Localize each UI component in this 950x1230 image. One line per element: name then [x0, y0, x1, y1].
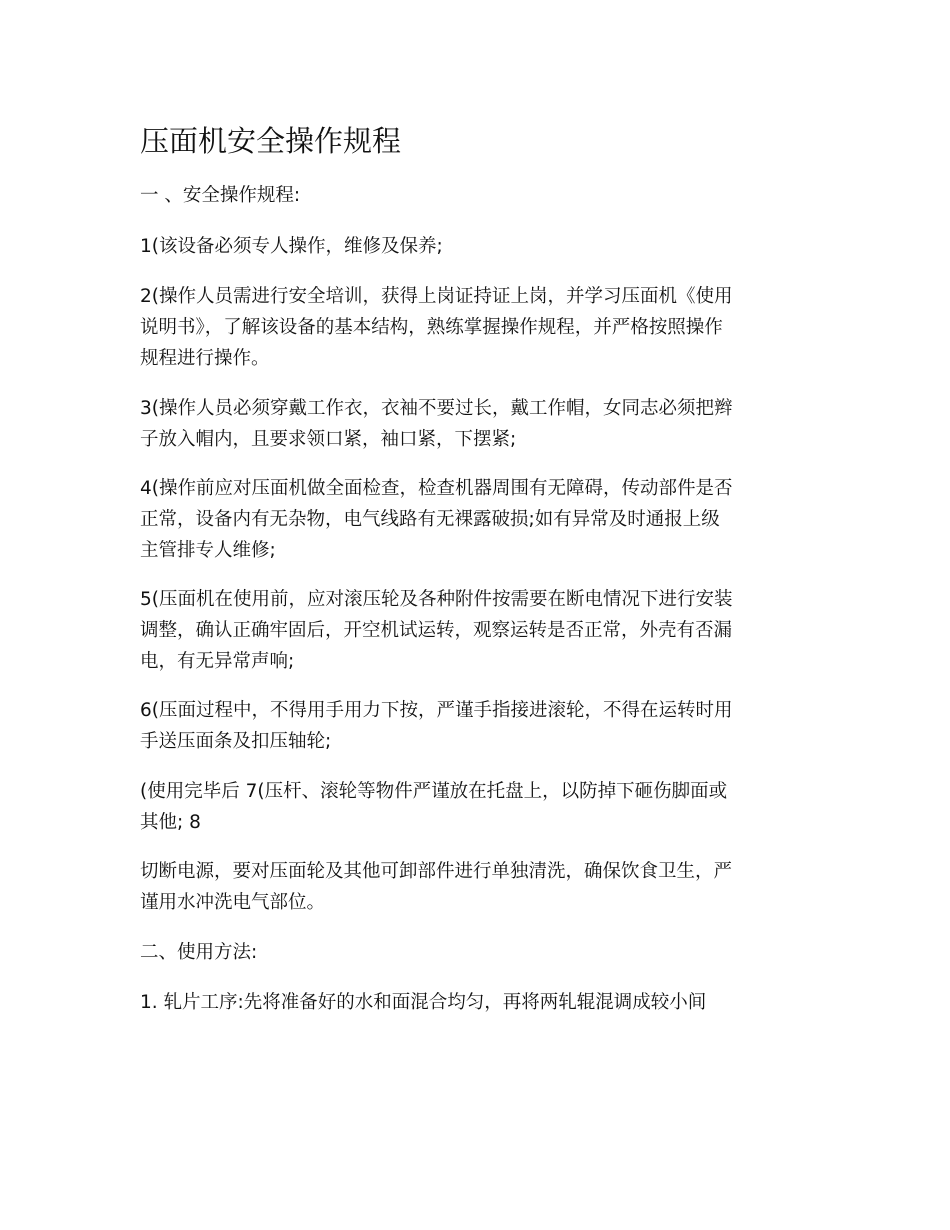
text-line: (使用完毕后 7(压杆、滚轮等物件严谨放在托盘上，以防掉下砸伤脚面或: [140, 781, 728, 802]
text-line: 调整，确认正确牢固后，开空机试运转，观察运转是否正常，外壳有否漏: [140, 620, 733, 641]
text-line: 4(操作前应对压面机做全面检查，检查机器周围有无障碍，传动部件是否: [140, 478, 733, 499]
text-line: 子放入帽内，且要求领口紧，袖口紧，下摆紧;: [140, 429, 517, 450]
text-line: 1(该设备必须专人操作，维修及保养;: [140, 236, 443, 257]
text-line: 手送压面条及扣压轴轮;: [140, 731, 332, 752]
text-line: 切断电源，要对压面轮及其他可卸部件进行单独清洗，确保饮食卫生，严: [140, 861, 733, 882]
text-line: 1. 轧片工序:先将准备好的水和面混合均匀，再将两轧辊混调成较小间: [140, 992, 707, 1013]
text-line: 电，有无异常声响;: [140, 651, 295, 672]
rule-item-1: [140, 231, 816, 262]
rule-item-6: [140, 695, 816, 757]
rule-item-8: [140, 856, 816, 918]
page-title: 压面机安全操作规程: [140, 124, 402, 158]
text-line: 6(压面过程中，不得用手用力下按，严谨手指接进滚轮，不得在运转时用: [140, 700, 733, 721]
rule-item-4: [140, 473, 816, 566]
rule-item-2: [140, 281, 816, 374]
text-line: 谨用水冲洗电气部位。: [140, 892, 326, 913]
text-line: 2(操作人员需进行安全培训，获得上岗证持证上岗，并学习压面机《使用: [140, 286, 733, 307]
section-heading-2: 二、使用方法:: [140, 942, 258, 963]
text-line: 说明书》，了解该设备的基本结构，熟练掌握操作规程，并严格按照操作: [140, 317, 723, 338]
method-item-1: [140, 987, 816, 1018]
text-line: 其他; 8: [140, 812, 201, 833]
text-line: 5(压面机在使用前，应对滚压轮及各种附件按需要在断电情况下进行安装: [140, 589, 733, 610]
text-line: 主管排专人维修;: [140, 540, 276, 561]
text-line: 3(操作人员必须穿戴工作衣，衣袖不要过长，戴工作帽，女同志必须把辫: [140, 398, 733, 419]
text-line: 规程进行操作。: [140, 348, 270, 369]
rule-item-5: [140, 584, 816, 677]
text-line: 正常，设备内有无杂物，电气线路有无裸露破损;如有异常及时通报上级: [140, 509, 720, 530]
rule-item-7: [140, 776, 816, 838]
rule-item-3: [140, 393, 816, 455]
section-heading-1: 一 、安全操作规程:: [140, 185, 301, 206]
